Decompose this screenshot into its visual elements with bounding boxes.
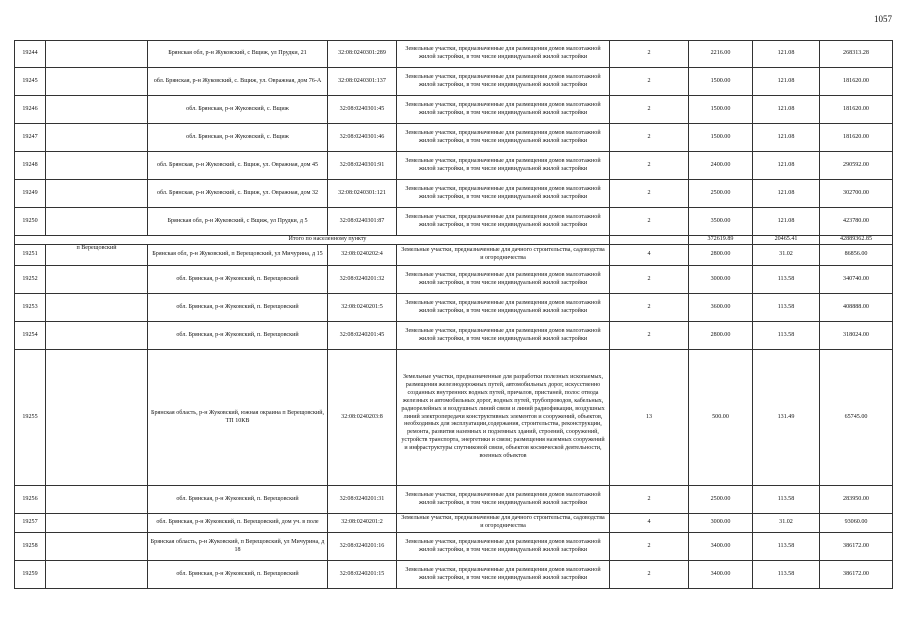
address-cell: обл. Брянская, р-н Жуковский, п. Верещовский <box>148 294 328 322</box>
use-group-cell: 2 <box>610 41 689 68</box>
address-cell: Брянская область, р-н Жуковский, п Верещовский, ул Мичурина, д 18 <box>148 533 328 561</box>
cadastral-number-cell: 32:08:0240301:91 <box>328 152 397 180</box>
cadastral-rate-cell: 113.58 <box>753 533 820 561</box>
cadastral-number-cell: 32:08:0240201:45 <box>328 322 397 350</box>
area-cell: 3000.00 <box>689 266 753 294</box>
area-cell: 500.00 <box>689 350 753 486</box>
cadastral-number-cell: 32:08:0240301:289 <box>328 41 397 68</box>
use-group-cell: 2 <box>610 152 689 180</box>
cadastral-rate-cell: 121.08 <box>753 152 820 180</box>
cadastral-value-cell: 302700.00 <box>820 180 893 208</box>
row-id-cell: 19250 <box>15 208 46 236</box>
cadastral-number-cell: 32:08:0240201:32 <box>328 266 397 294</box>
cadastral-value-cell: 86856.00 <box>820 245 893 266</box>
area-cell: 2800.00 <box>689 245 753 266</box>
locality-cell <box>46 41 148 68</box>
cadastral-rate-cell: 113.58 <box>753 486 820 514</box>
cadastral-number-cell: 32:08:0240201:15 <box>328 561 397 589</box>
cadastral-number-cell: 32:08:0240201:2 <box>328 514 397 533</box>
locality-cell <box>46 486 148 514</box>
cadastral-value-cell: 268313.28 <box>820 41 893 68</box>
cadastral-number-cell: 32:08:0240301:87 <box>328 208 397 236</box>
land-use-cell: Земельные участки, предназначенные для размещения домов малоэтажной жилой застройки, в том числе индивидуальной жилой застройки <box>397 96 610 124</box>
cadastral-rate-cell: 121.08 <box>753 96 820 124</box>
land-use-cell: Земельные участки, предназначенные для размещения домов малоэтажной жилой застройки, в том числе индивидуальной жилой застройки <box>397 68 610 96</box>
land-use-cell: Земельные участки, предназначенные для размещения домов малоэтажной жилой застройки, в том числе индивидуальной жилой застройки <box>397 486 610 514</box>
locality-cell <box>46 208 148 236</box>
total-empty-cell <box>610 236 689 245</box>
locality-cell <box>46 96 148 124</box>
table-row <box>15 124 893 152</box>
locality-cell <box>46 294 148 322</box>
cadastral-value-cell: 181620.00 <box>820 96 893 124</box>
area-cell: 3400.00 <box>689 533 753 561</box>
land-use-cell: Земельные участки, предназначенные для дачного строительства, садоводства и огородничества <box>397 245 610 266</box>
use-group-cell: 2 <box>610 180 689 208</box>
cadastral-value-cell: 65745.00 <box>820 350 893 486</box>
row-id-cell: 19247 <box>15 124 46 152</box>
cadastral-rate-cell: 121.08 <box>753 68 820 96</box>
use-group-cell: 2 <box>610 486 689 514</box>
cadastral-rate-cell: 113.58 <box>753 266 820 294</box>
page-number: 1057 <box>874 14 892 24</box>
table-row <box>15 245 893 266</box>
table-row <box>15 561 893 589</box>
land-use-cell: Земельные участки, предназначенные для дачного строительства, садоводства и огородничества <box>397 514 610 533</box>
area-cell: 3500.00 <box>689 208 753 236</box>
area-cell: 2500.00 <box>689 180 753 208</box>
land-registry-table <box>14 40 893 589</box>
total-rate: 20465.41 <box>753 236 820 245</box>
table-row <box>15 514 893 533</box>
cadastral-rate-cell: 121.08 <box>753 208 820 236</box>
total-value: 42889362.85 <box>820 236 893 245</box>
use-group-cell: 2 <box>610 68 689 96</box>
use-group-cell: 2 <box>610 124 689 152</box>
cadastral-value-cell: 93060.00 <box>820 514 893 533</box>
row-id-cell: 19255 <box>15 350 46 486</box>
use-group-cell: 13 <box>610 350 689 486</box>
cadastral-value-cell: 181620.00 <box>820 68 893 96</box>
table-row <box>15 68 893 96</box>
locality-cell <box>46 322 148 350</box>
locality-cell <box>46 124 148 152</box>
area-cell: 1500.00 <box>689 68 753 96</box>
cadastral-value-cell: 318024.00 <box>820 322 893 350</box>
table-row <box>15 41 893 68</box>
table-row <box>15 294 893 322</box>
cadastral-value-cell: 340740.00 <box>820 266 893 294</box>
table-row <box>15 180 893 208</box>
cadastral-rate-cell: 113.58 <box>753 322 820 350</box>
address-cell: обл. Брянская, р-н Жуковский, п. Верещовский <box>148 486 328 514</box>
land-use-cell: Земельные участки, предназначенные для размещения домов малоэтажной жилой застройки, в том числе индивидуальной жилой застройки <box>397 266 610 294</box>
address-cell: Брянская область, р-н Жуковский, южная окраина п Верещовский, ТП 10КВ <box>148 350 328 486</box>
use-group-cell: 2 <box>610 322 689 350</box>
area-cell: 1500.00 <box>689 124 753 152</box>
row-id-cell: 19249 <box>15 180 46 208</box>
cadastral-value-cell: 423780.00 <box>820 208 893 236</box>
land-use-cell: Земельные участки, предназначенные для размещения домов малоэтажной жилой застройки, в том числе индивидуальной жилой застройки <box>397 533 610 561</box>
address-cell: обл. Брянская, р-н Жуковский, п. Верещовский, дом уч. в поле <box>148 514 328 533</box>
row-id-cell: 19251 <box>15 245 46 266</box>
locality-cell <box>46 350 148 486</box>
use-group-cell: 2 <box>610 96 689 124</box>
cadastral-rate-cell: 31.02 <box>753 245 820 266</box>
cadastral-number-cell: 32:08:0240301:46 <box>328 124 397 152</box>
table-row <box>15 322 893 350</box>
land-use-cell: Земельные участки, предназначенные для размещения домов малоэтажной жилой застройки, в том числе индивидуальной жилой застройки <box>397 180 610 208</box>
area-cell: 3600.00 <box>689 294 753 322</box>
locality-cell <box>46 514 148 533</box>
address-cell: Брянская обл, р-н Жуковский, с Вщиж, ул Прудки, 21 <box>148 41 328 68</box>
row-id-cell: 19248 <box>15 152 46 180</box>
table-row <box>15 96 893 124</box>
cadastral-rate-cell: 121.08 <box>753 180 820 208</box>
land-use-cell: Земельные участки, предназначенные для размещения домов малоэтажной жилой застройки, в том числе индивидуальной жилой застройки <box>397 208 610 236</box>
locality-cell <box>46 533 148 561</box>
table-row <box>15 533 893 561</box>
land-use-cell: Земельные участки, предназначенные для размещения домов малоэтажной жилой застройки, в том числе индивидуальной жилой застройки <box>397 41 610 68</box>
cadastral-number-cell: 32:08:0240301:137 <box>328 68 397 96</box>
address-cell: обл. Брянская, р-н Жуковский, с. Вщиж, ул. Овражная, дом 32 <box>148 180 328 208</box>
row-id-cell: 19246 <box>15 96 46 124</box>
cadastral-number-cell: 32:08:0240201:31 <box>328 486 397 514</box>
total-label: Итого по населенному пункту <box>15 236 610 245</box>
cadastral-number-cell: 32:08:0240201:16 <box>328 533 397 561</box>
cadastral-rate-cell: 121.08 <box>753 124 820 152</box>
use-group-cell: 4 <box>610 514 689 533</box>
land-use-cell: Земельные участки, предназначенные для размещения домов малоэтажной жилой застройки, в том числе индивидуальной жилой застройки <box>397 322 610 350</box>
locality-cell <box>46 152 148 180</box>
locality-cell <box>46 68 148 96</box>
land-use-cell: Земельные участки, предназначенные для размещения домов малоэтажной жилой застройки, в том числе индивидуальной жилой застройки <box>397 152 610 180</box>
cadastral-number-cell: 32:08:0240202:4 <box>328 245 397 266</box>
cadastral-rate-cell: 131.49 <box>753 350 820 486</box>
cadastral-value-cell: 283950.00 <box>820 486 893 514</box>
row-id-cell: 19245 <box>15 68 46 96</box>
area-cell: 2216.00 <box>689 41 753 68</box>
area-cell: 3400.00 <box>689 561 753 589</box>
cadastral-rate-cell: 121.08 <box>753 41 820 68</box>
row-id-cell: 19257 <box>15 514 46 533</box>
address-cell: обл. Брянская, р-н Жуковский, п. Верещовский <box>148 561 328 589</box>
cadastral-rate-cell: 113.58 <box>753 561 820 589</box>
table-row <box>15 350 893 486</box>
cadastral-number-cell: 32:08:0240301:45 <box>328 96 397 124</box>
area-cell: 2800.00 <box>689 322 753 350</box>
locality-cell <box>46 180 148 208</box>
cadastral-rate-cell: 31.02 <box>753 514 820 533</box>
use-group-cell: 2 <box>610 561 689 589</box>
land-use-cell: Земельные участки, предназначенные для размещения домов малоэтажной жилой застройки, в том числе индивидуальной жилой застройки <box>397 294 610 322</box>
row-id-cell: 19253 <box>15 294 46 322</box>
row-id-cell: 19254 <box>15 322 46 350</box>
locality-cell <box>46 561 148 589</box>
cadastral-number-cell: 32:08:0240203:8 <box>328 350 397 486</box>
address-cell: обл. Брянская, р-н Жуковский, с. Вщиж, ул. Овражная, дом 76-А <box>148 68 328 96</box>
use-group-cell: 2 <box>610 266 689 294</box>
cadastral-value-cell: 181620.00 <box>820 124 893 152</box>
address-cell: обл. Брянская, р-н Жуковский, с. Вщиж <box>148 96 328 124</box>
row-id-cell: 19256 <box>15 486 46 514</box>
land-use-cell: Земельные участки, предназначенные для разработки полезных ископаемых, размещения железнодорожных путей, автомобильных дорог, искусственно созданных внутренних водных путей, причалов, пристаней, полос отвода железных и автомобильных дорог, водных путей, трубопроводов, кабельных, радиорелейных и воздушных линий связи и линий радиофикации, воздушных линий электропередачи конструктивных элементов и сооружений, объектов, необходимых для эксплуатации,содержания, строительства, реконструкции, ремонта, развития наземных и подземных зданий, строений, сооружений, устройств транспорта, энергетики и связи; размещения наземных сооружений и инфраструктуры спутниковой связи, объектов космической деятельности, военных объектов <box>397 350 610 486</box>
cadastral-value-cell: 408888.00 <box>820 294 893 322</box>
use-group-cell: 2 <box>610 533 689 561</box>
row-id-cell: 19259 <box>15 561 46 589</box>
cadastral-rate-cell: 113.58 <box>753 294 820 322</box>
cadastral-value-cell: 386172.00 <box>820 533 893 561</box>
table-row <box>15 152 893 180</box>
cadastral-number-cell: 32:08:0240201:5 <box>328 294 397 322</box>
cadastral-number-cell: 32:08:0240301:121 <box>328 180 397 208</box>
use-group-cell: 2 <box>610 294 689 322</box>
total-row <box>15 236 893 245</box>
use-group-cell: 2 <box>610 208 689 236</box>
use-group-cell: 4 <box>610 245 689 266</box>
table-row <box>15 486 893 514</box>
table-row <box>15 266 893 294</box>
area-cell: 2400.00 <box>689 152 753 180</box>
land-use-cell: Земельные участки, предназначенные для размещения домов малоэтажной жилой застройки, в том числе индивидуальной жилой застройки <box>397 124 610 152</box>
area-cell: 3000.00 <box>689 514 753 533</box>
area-cell: 2500.00 <box>689 486 753 514</box>
address-cell: обл. Брянская, р-н Жуковский, п. Верещовский <box>148 322 328 350</box>
row-id-cell: 19258 <box>15 533 46 561</box>
address-cell: Брянская обл, р-н Жуковский, п Верещовский, ул Мичурина, д 15 <box>148 245 328 266</box>
locality-cell: п Верещовский <box>46 245 148 266</box>
locality-cell <box>46 266 148 294</box>
address-cell: обл. Брянская, р-н Жуковский, п. Верещовский <box>148 266 328 294</box>
total-area: 372619.89 <box>689 236 753 245</box>
address-cell: обл. Брянская, р-н Жуковский, с. Вщиж <box>148 124 328 152</box>
table-row <box>15 208 893 236</box>
address-cell: Брянская обл, р-н Жуковский, с Вщиж, ул Прудки, д 5 <box>148 208 328 236</box>
address-cell: обл. Брянская, р-н Жуковский, с. Вщиж, ул. Овражная, дом 45 <box>148 152 328 180</box>
row-id-cell: 19252 <box>15 266 46 294</box>
row-id-cell: 19244 <box>15 41 46 68</box>
area-cell: 1500.00 <box>689 96 753 124</box>
land-use-cell: Земельные участки, предназначенные для размещения домов малоэтажной жилой застройки, в том числе индивидуальной жилой застройки <box>397 561 610 589</box>
cadastral-value-cell: 386172.00 <box>820 561 893 589</box>
cadastral-value-cell: 290592.00 <box>820 152 893 180</box>
